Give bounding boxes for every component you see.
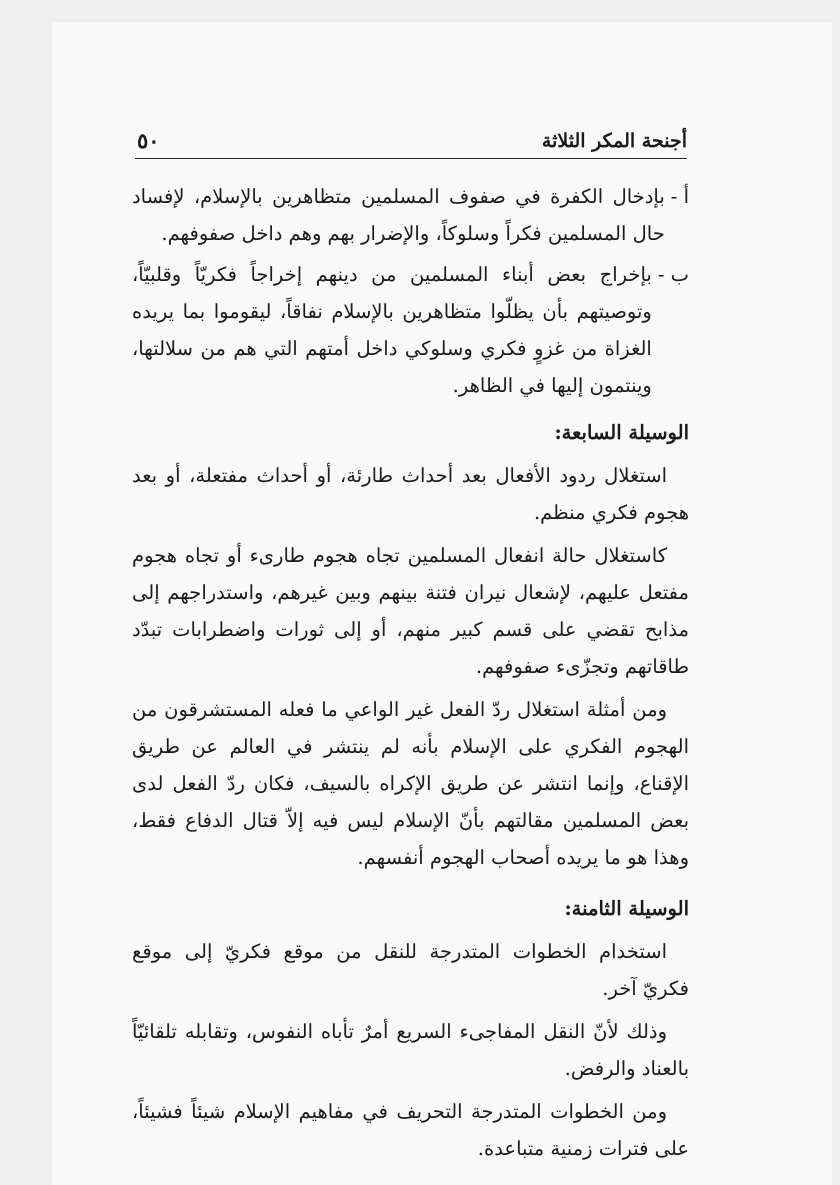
list-item-a [132, 178, 689, 252]
page-body [132, 178, 689, 1167]
section-heading-8: الوسيلة الثامنة: [564, 897, 689, 920]
paragraph: وذلك لأنّ النقل المفاجىء السريع أمرٌ تأباه النفوس، وتقابله تلقائيّاً بالعناد والرفض. [132, 1020, 689, 1080]
paragraph: ومن أمثلة استغلال ردّ الفعل غير الواعي ما فعله المستشرقون من الهجوم الفكري على الإسلام بأنه لم ينتشر في العالم عن طريق الإقناع، وإنما انتشر عن طريق الإكراه بالسيف، فكان ردّ الفعل لدى بعض المسلمين مقالتهم بأنّ الإسلام ليس فيه إلاّ قتال الدفاع فقط، وهذا هو ما يريده أصحاب الهجوم أنفسهم. [132, 698, 689, 869]
section-heading-7: الوسيلة السابعة: [554, 421, 689, 444]
list-text-a: بإدخال الكفرة في صفوف المسلمين متظاهرين بالإسلام، لإفساد حال المسلمين فكراً وسلوكاً، والإضرار بهم وهم داخل صفوفهم. [132, 185, 665, 245]
running-title: أجنحة المكر الثلاثة [541, 130, 687, 152]
list-marker-a: أ - [670, 185, 689, 208]
list-item-b [132, 256, 689, 404]
page-number: ٥٠ [137, 128, 160, 153]
section-statement-8: استخدام الخطوات المتدرجة للنقل من موقع فكريّ إلى موقع فكريّ آخر. [132, 940, 689, 1000]
list-text-b: بإخراج بعض أبناء المسلمين من دينهم إخراجاً فكريّاً وقلبيّاً، وتوصيتهم بأن يظلّوا متظاهرين بالإسلام نفاقاً، ليقوموا بما يريده الغزاة من غزوٍ فكري وسلوكي داخل أمتهم التي هم من سلالتها، وينتمون إليها في الظاهر. [132, 263, 652, 397]
list-marker-b: ب - [657, 263, 689, 286]
paragraph: كاستغلال حالة انفعال المسلمين تجاه هجوم طارىء أو تجاه هجوم مفتعل عليهم، لإشعال نيران فتنة بينهم وبين غيرهم، واستدراجهم إلى مذابح تقضي على قسم كبير منهم، أو إلى ثورات واضطرابات تبدّد طاقاتهم وتجزّىء صفوفهم. [132, 544, 689, 678]
running-header [135, 128, 687, 159]
section-statement-7: استغلال ردود الأفعال بعد أحداث طارئة، أو أحداث مفتعلة، أو بعد هجوم فكري منظم. [132, 464, 689, 524]
paragraph: ومن الخطوات المتدرجة التحريف في مفاهيم الإسلام شيئاً فشيئاً، على فترات زمنية متباعدة. [132, 1100, 689, 1160]
